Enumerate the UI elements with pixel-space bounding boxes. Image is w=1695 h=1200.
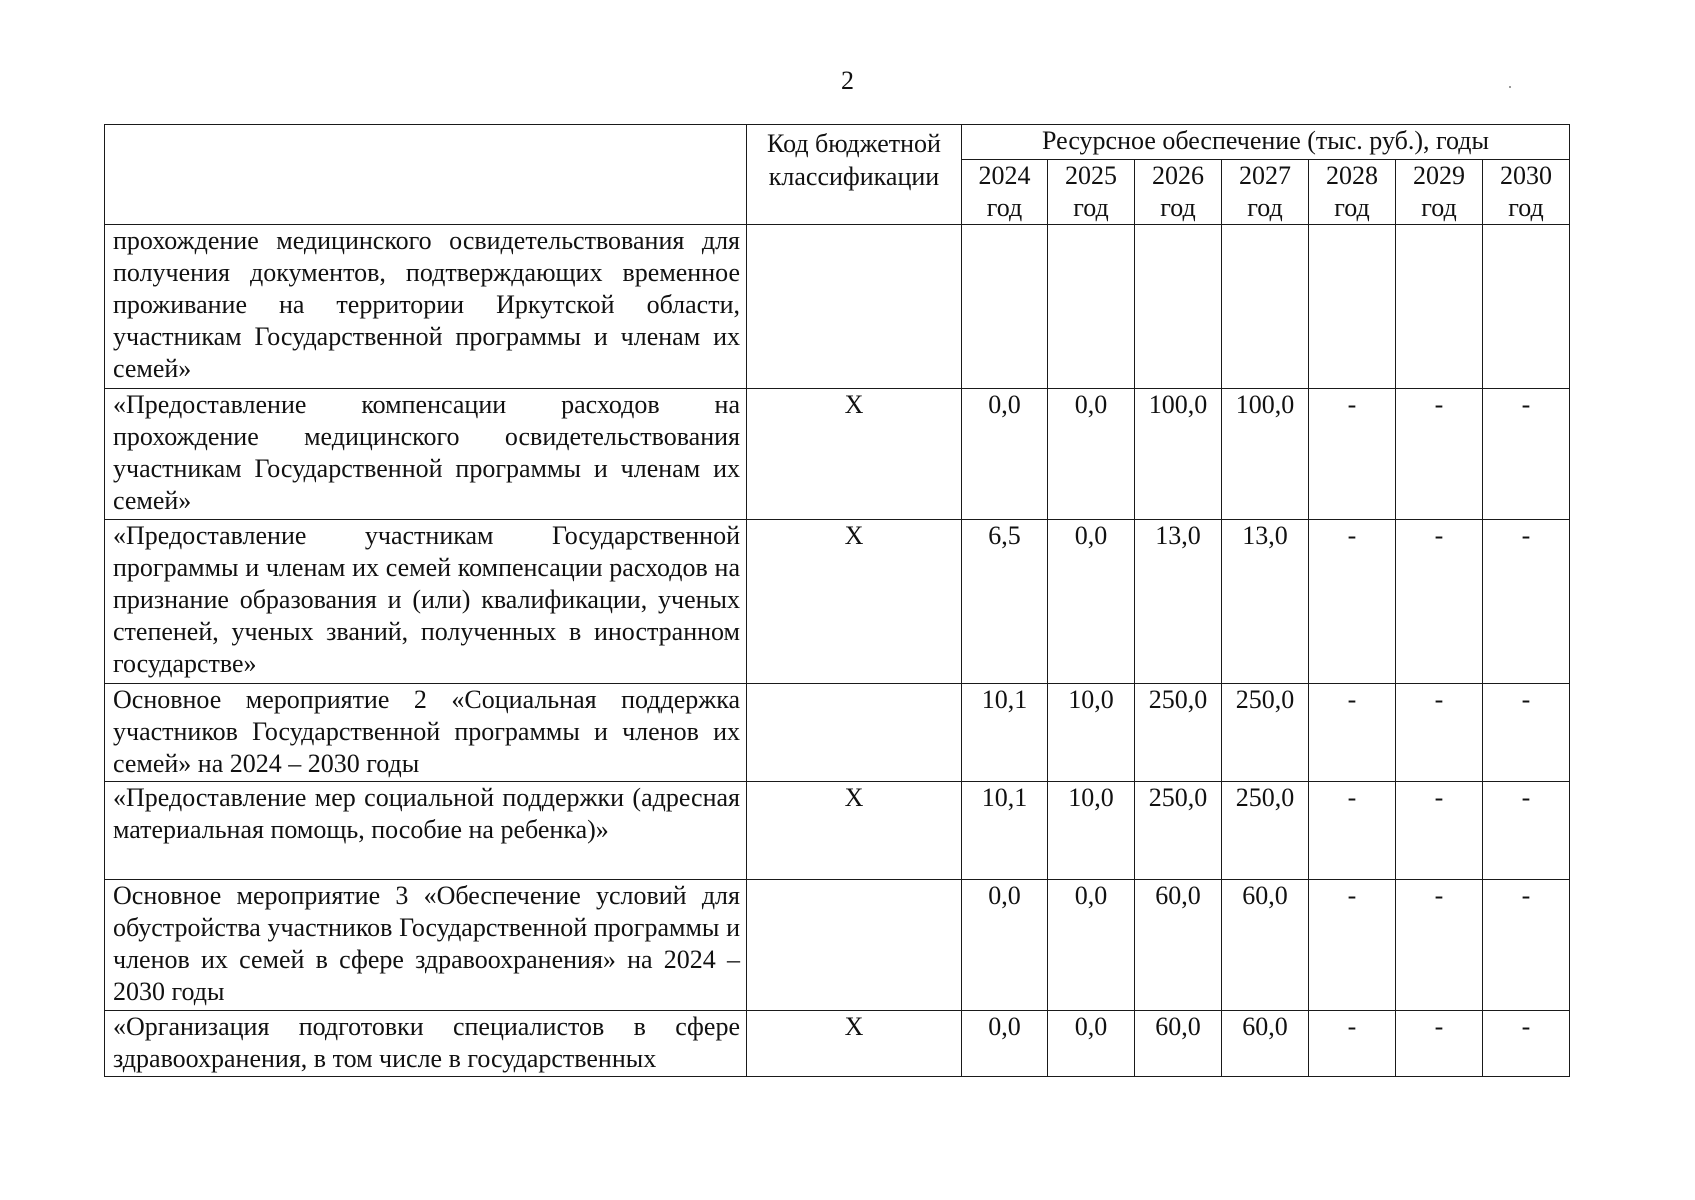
header-year-2027: 2027 год [1222,160,1309,225]
row-value-2028: - [1309,1011,1396,1077]
row-value-2029: - [1396,389,1483,520]
table-row [105,389,1570,520]
row-code [747,684,962,782]
header-resources-title: Ресурсное обеспечение (тыс. руб.), годы [962,125,1570,160]
row-description: «Предоставление участникам Государственной программы и членам их семей компенсации расходов на признание образования и (или) квалификации, ученых степеней, ученых званий, полученных в иностранном государстве» [105,520,747,684]
row-value-2025: 0,0 [1048,389,1135,520]
row-value-2030 [1483,225,1570,389]
row-value-2028: - [1309,520,1396,684]
row-value-2027: 60,0 [1222,880,1309,1011]
row-description: «Предоставление компенсации расходов на прохождение медицинского освидетельствования участникам Государственной программы и членам их семей» [105,389,747,520]
table-row [105,225,1570,389]
row-value-2027: 250,0 [1222,782,1309,880]
row-value-2026 [1135,225,1222,389]
header-year-2026: 2026 год [1135,160,1222,225]
table-row [105,880,1570,1011]
row-value-2028: - [1309,782,1396,880]
row-value-2024: 0,0 [962,389,1048,520]
row-code [747,880,962,1011]
row-value-2025 [1048,225,1135,389]
row-code: X [747,1011,962,1077]
table-row [105,1011,1570,1077]
row-value-2025: 10,0 [1048,684,1135,782]
row-description: Основное мероприятие 2 «Социальная поддержка участников Государственной программы и членов их семей» на 2024 – 2030 годы [105,684,747,782]
row-value-2028 [1309,225,1396,389]
row-value-2027: 60,0 [1222,1011,1309,1077]
header-description-cell [105,125,747,225]
row-value-2024 [962,225,1048,389]
row-value-2026: 60,0 [1135,880,1222,1011]
row-value-2026: 13,0 [1135,520,1222,684]
table-row [105,684,1570,782]
row-value-2030: - [1483,782,1570,880]
row-value-2029: - [1396,684,1483,782]
row-value-2024: 10,1 [962,782,1048,880]
row-value-2025: 10,0 [1048,782,1135,880]
table-row [105,782,1570,880]
table-header [105,125,1570,225]
header-year-2028: 2028 год [1309,160,1396,225]
scan-speck [1509,86,1511,88]
row-description: «Организация подготовки специалистов в сфере здравоохранения, в том числе в государственных [105,1011,747,1077]
row-value-2029: - [1396,782,1483,880]
row-value-2026: 100,0 [1135,389,1222,520]
row-value-2029: - [1396,1011,1483,1077]
row-value-2025: 0,0 [1048,1011,1135,1077]
header-year-2030: 2030 год [1483,160,1570,225]
budget-table [104,124,1570,1077]
row-code [747,225,962,389]
row-value-2025: 0,0 [1048,520,1135,684]
row-value-2029: - [1396,880,1483,1011]
row-value-2030: - [1483,389,1570,520]
row-value-2030: - [1483,520,1570,684]
page-number: 2 [841,66,854,95]
row-value-2026: 250,0 [1135,782,1222,880]
row-value-2030: - [1483,880,1570,1011]
row-value-2024: 0,0 [962,1011,1048,1077]
row-value-2024: 6,5 [962,520,1048,684]
header-year-2025: 2025 год [1048,160,1135,225]
row-value-2030: - [1483,1011,1570,1077]
table-row [105,520,1570,684]
row-value-2028: - [1309,684,1396,782]
budget-table-container [104,124,1566,1077]
row-value-2027 [1222,225,1309,389]
row-code: X [747,389,962,520]
row-value-2028: - [1309,389,1396,520]
row-value-2029: - [1396,520,1483,684]
row-code: X [747,520,962,684]
row-value-2024: 10,1 [962,684,1048,782]
header-year-2024: 2024 год [962,160,1048,225]
header-code-cell: Код бюджетной классификации [747,125,962,225]
header-year-2029: 2029 год [1396,160,1483,225]
row-value-2025: 0,0 [1048,880,1135,1011]
row-value-2026: 250,0 [1135,684,1222,782]
row-value-2028: - [1309,880,1396,1011]
row-value-2024: 0,0 [962,880,1048,1011]
row-value-2030: - [1483,684,1570,782]
row-description: прохождение медицинского освидетельствования для получения документов, подтверждающих временное проживание на территории Иркутской области, участникам Государственной программы и членам их семей» [105,225,747,389]
row-value-2029 [1396,225,1483,389]
row-value-2027: 100,0 [1222,389,1309,520]
row-value-2027: 250,0 [1222,684,1309,782]
row-value-2026: 60,0 [1135,1011,1222,1077]
row-description: «Предоставление мер социальной поддержки (адресная материальная помощь, пособие на ребенка)» [105,782,747,880]
row-code: X [747,782,962,880]
row-description: Основное мероприятие 3 «Обеспечение условий для обустройства участников Государственной программы и членов их семей в сфере здравоохранения» на 2024 – 2030 годы [105,880,747,1011]
row-value-2027: 13,0 [1222,520,1309,684]
